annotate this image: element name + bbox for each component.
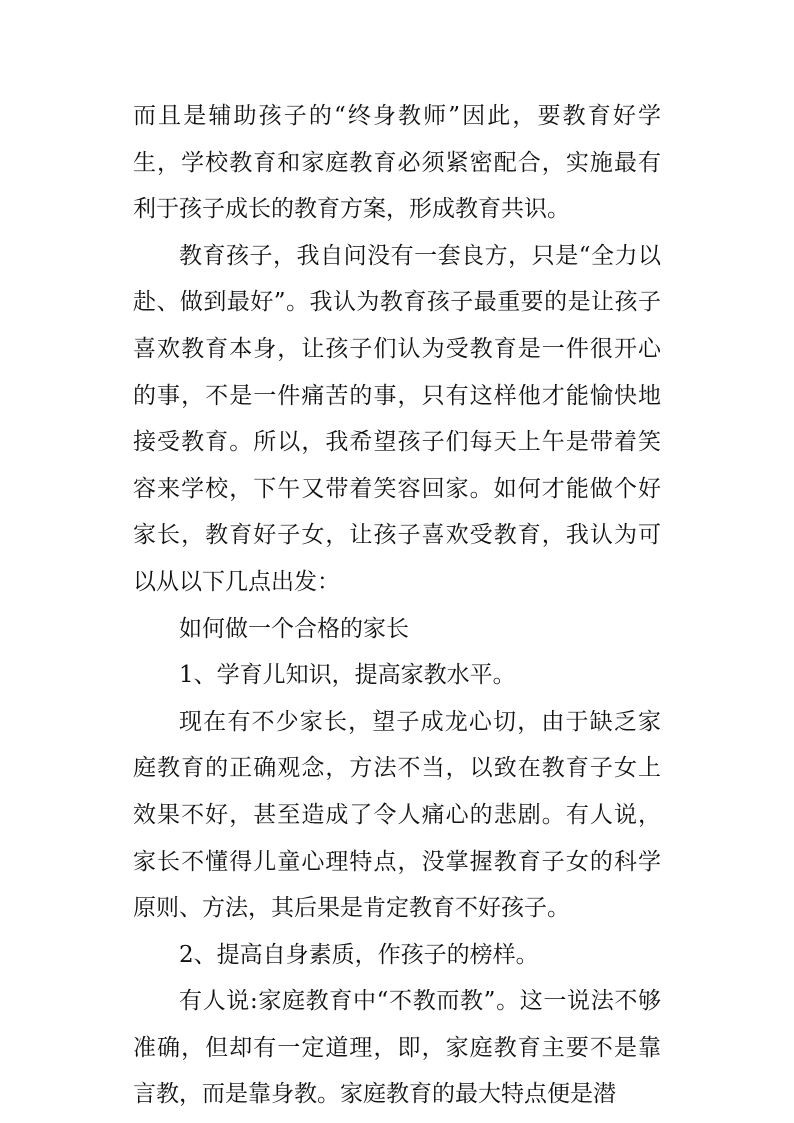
list-item-2-heading: 2、提高自身素质，作孩子的榜样。 [179,941,539,968]
section-heading-qualified-parent: 如何做一个合格的家长 [179,615,409,642]
paragraph-continuation: 而且是辅助孩子的“终身教师”因此，要教育好学生，学校教育和家庭教育必须紧密配合，实施最有利于孩子成长的教育方案，形成教育共识。 [133,103,661,223]
paragraph-educating-children: 教育孩子，我自问没有一套良方，只是“全力以赴、做到最好”。我认为教育孩子最重要的是让孩子喜欢教育本身，让孩子们认为受教育是一件很开心的事，不是一件痛苦的事，只有这样他才能愉快地接受教育。所以，我希望孩子们每天上午是带着笑容来学校，下午又带着笑容回家。如何才能做个好家长，教育好子女，让孩子喜欢受教育，我认为可以从以下几点出发： [133,242,661,595]
list-item-1-heading: 1、学育儿知识，提高家教水平。 [179,662,516,689]
paragraph-parenting-knowledge: 现在有不少家长，望子成龙心切，由于缺乏家庭教育的正确观念，方法不当，以致在教育子女上效果不好，甚至造成了令人痛心的悲剧。有人说，家长不懂得儿童心理特点，没掌握教育子女的科学原则、方法，其后果是肯定教育不好孩子。 [133,708,661,922]
document-body [133,93,661,1118]
paragraph-teach-by-example: 有人说:家庭教育中“不教而教”。这一说法不够准确，但却有一定道理，即，家庭教育主要不是靠言教，而是靠身教。家庭教育的最大特点便是潜 [133,988,661,1108]
